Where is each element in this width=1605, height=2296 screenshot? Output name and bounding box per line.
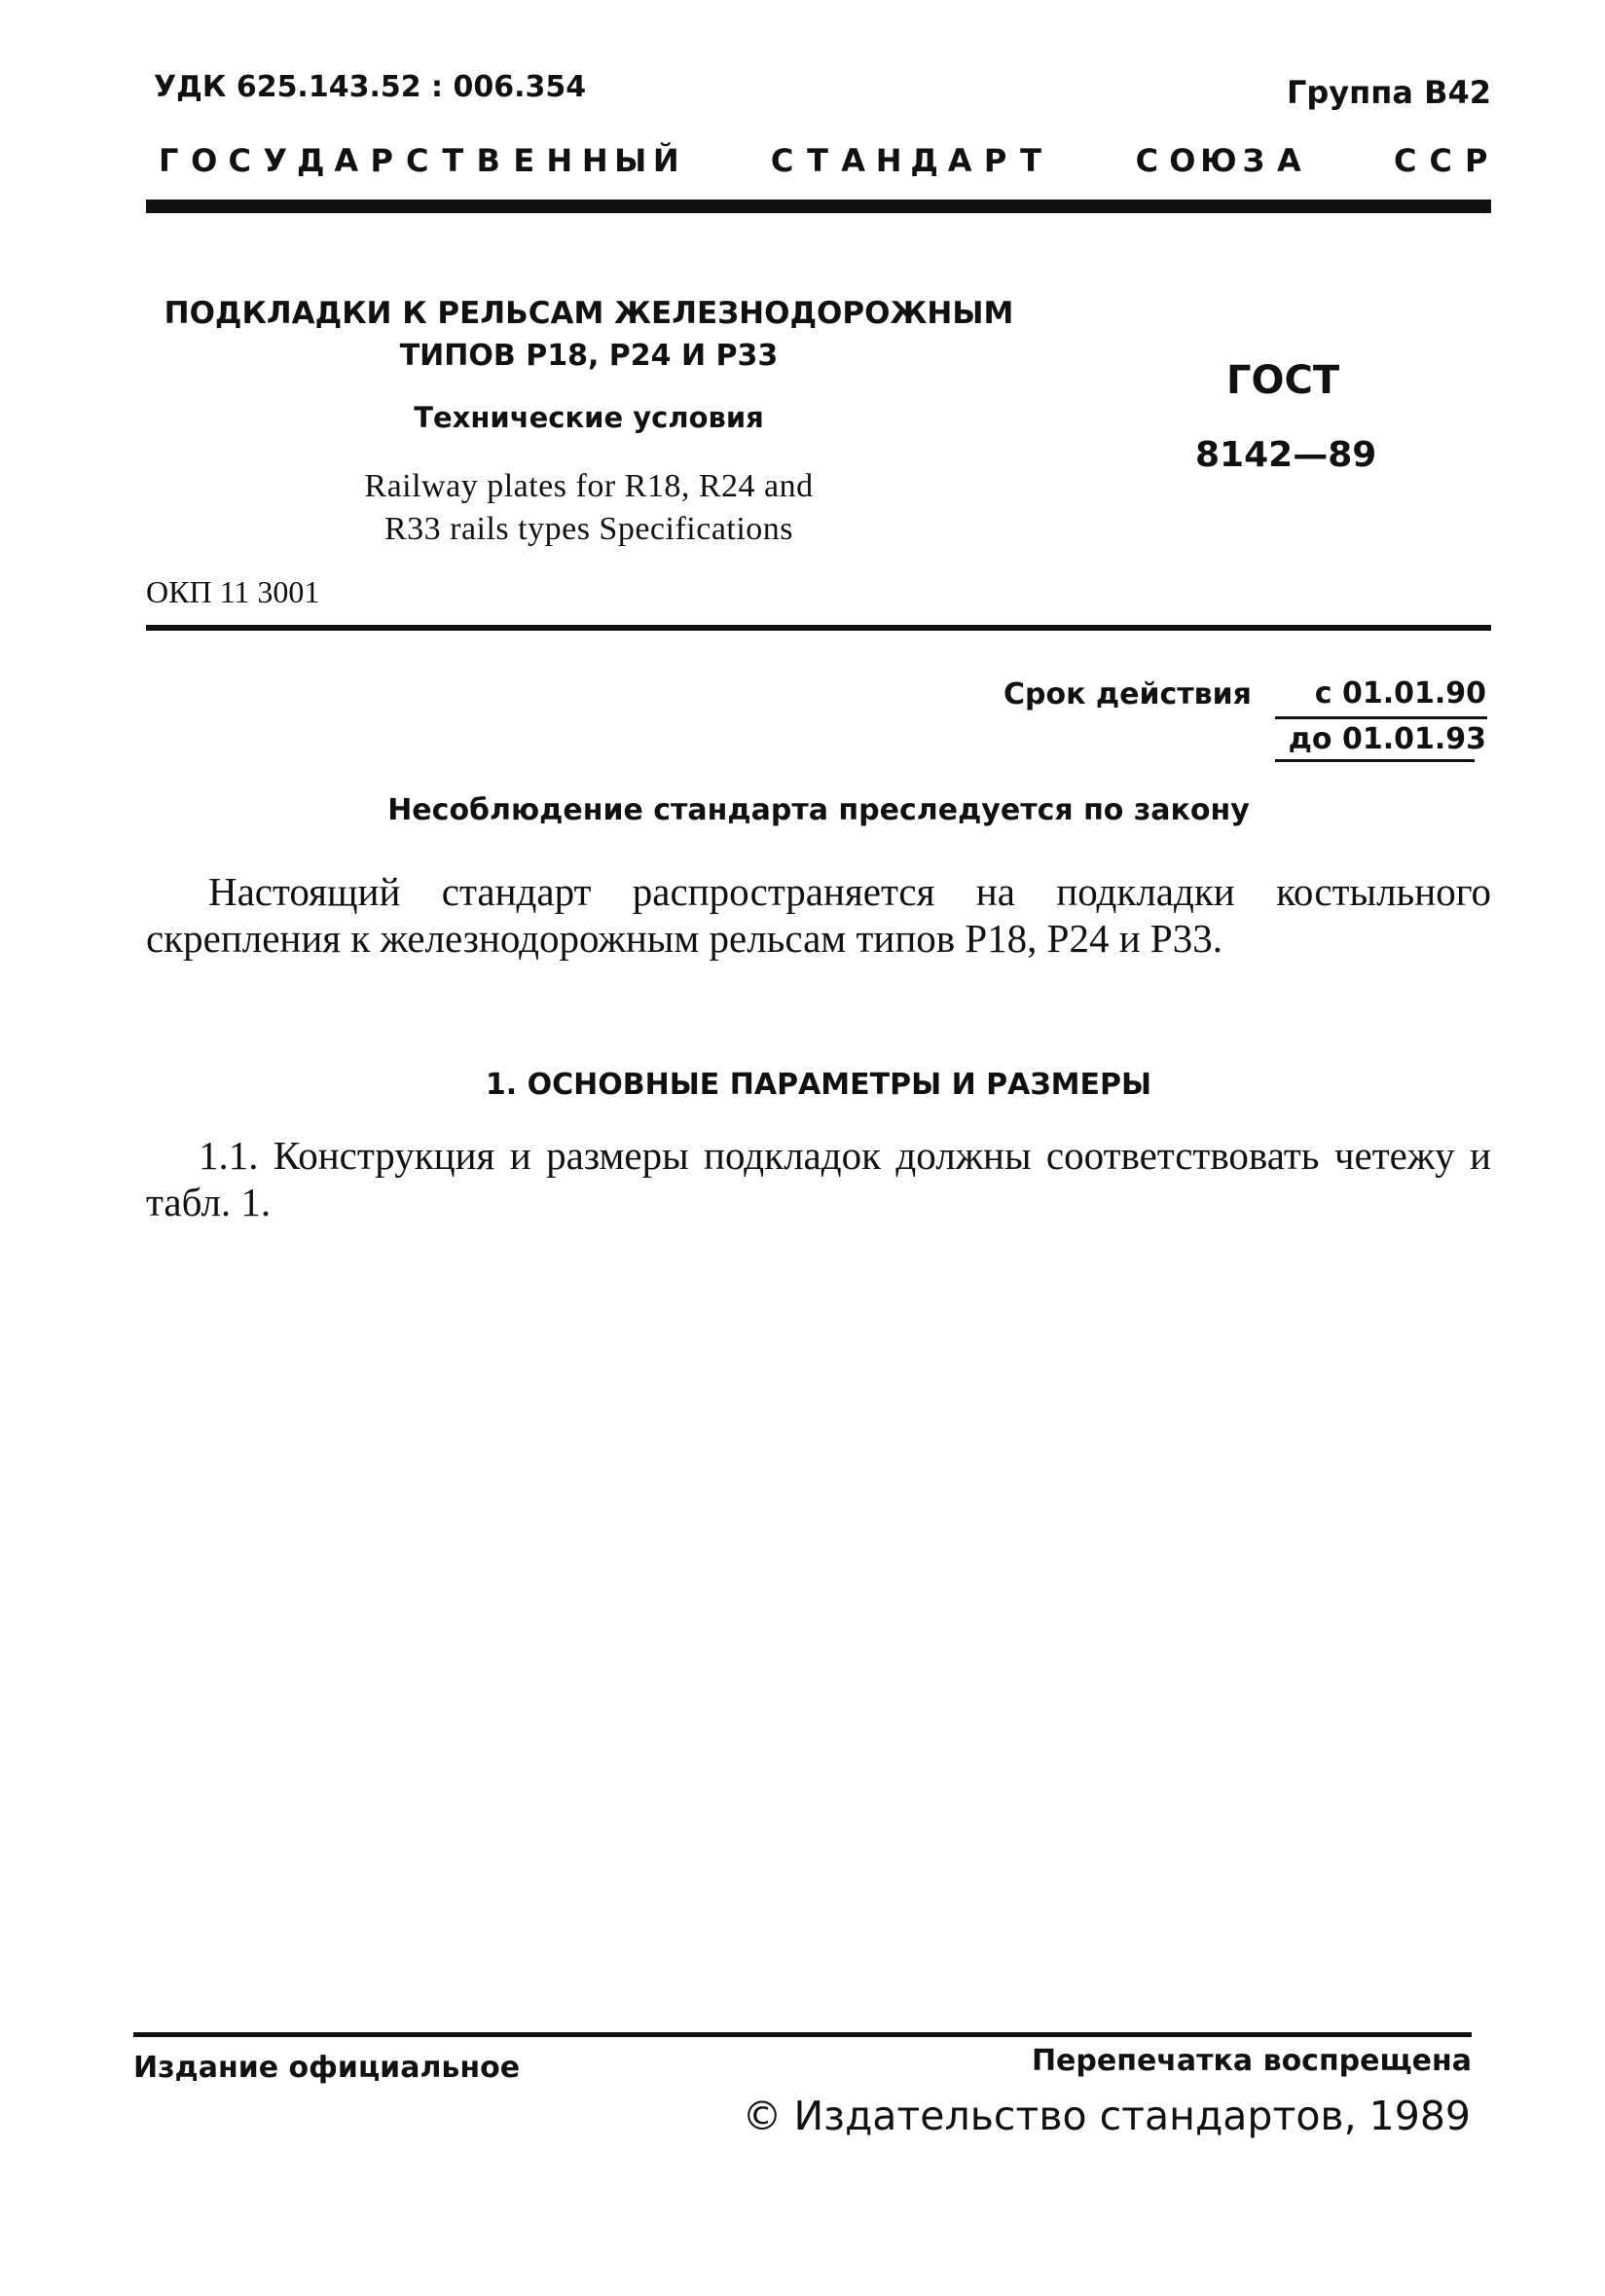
validity-rule [1275,716,1487,719]
banner-letter: Д [910,142,938,179]
banner-letter: С [406,142,429,179]
banner-letter: Ы [614,142,647,179]
banner-letter: Н [875,142,902,179]
validity-to: до 01.01.93 [1288,722,1486,756]
banner-letter: В [476,142,500,179]
banner-letter: А [1277,142,1301,179]
footer-rule [133,2032,1472,2037]
banner-letter: С [1135,142,1159,179]
validity-from: с 01.01.90 [1314,676,1486,711]
banner-letter: Р [370,142,393,179]
banner-letter: Т [1020,142,1041,179]
reprint-note: Перепечатка воспрещена [1031,2044,1472,2078]
banner-letter: Ю [1200,142,1237,179]
banner-letter: А [947,142,972,179]
banner-letter: Й [652,142,679,179]
banner-letter: З [1242,142,1265,179]
banner-letter: А [334,142,359,179]
group-code: Группа В42 [1286,74,1491,111]
banner-letter: О [1169,142,1196,179]
banner-word [1387,142,1494,179]
banner-letter: Г [159,142,179,179]
document-subtitle: Технические условия [414,401,764,434]
copyright-text: Издательство стандартов, 1989 [793,2093,1471,2139]
banner-letter: Д [297,142,325,179]
banner-letter: Т [807,142,828,179]
document-title-line2: ТИПОВ Р18, Р24 И Р33 [399,339,779,373]
state-standard-banner [151,142,1494,179]
banner-letter: С [1429,142,1452,179]
banner-letter: У [263,142,288,179]
copyright-line [742,2093,1471,2139]
okp-code: ОКП 11 3001 [146,574,320,609]
english-title-line1: Railway plates for R18, R24 and [364,468,814,504]
title-rule [146,625,1491,631]
banner-letter: Р [983,142,1007,179]
banner-letter: С [228,142,251,179]
law-notice: Несоблюдение стандарта преследуется по закону [387,793,1250,827]
copyright-symbol: © [742,2093,783,2139]
validity-label: Срок действия [1003,677,1252,711]
validity-rule [1275,759,1475,762]
banner-letter: О [191,142,218,179]
udk-code: УДК 625.143.52 : 006.354 [154,70,587,104]
banner-letter: Н [581,142,608,179]
section-heading: 1. ОСНОВНЫЕ ПАРАМЕТРЫ И РАЗМЕРЫ [485,1068,1152,1102]
banner-letter: Р [1465,142,1488,179]
english-title [146,465,1032,551]
document-title-line1: ПОДКЛАДКИ К РЕЛЬСАМ ЖЕЛЕЗНОДОРОЖНЫМ [164,296,1014,331]
banner-letter: С [770,142,794,179]
banner-letter: Т [442,142,464,179]
banner-word [1129,142,1307,179]
banner-letter: Е [513,142,535,179]
banner-word [764,142,1048,179]
gost-number: 8142—89 [1195,435,1377,475]
clause-1-1: 1.1. Конструкция и размеры подкладок должны соответствовать четежу и табл. 1. [146,1133,1491,1224]
header-rule [146,200,1491,213]
gost-label: ГОСТ [1226,358,1340,403]
scope-paragraph: Настоящий стандарт распространяется на подкладки костыльного скрепления к железнодорожным рельсам типов Р18, Р24 и Р33. [146,869,1491,961]
edition-note: Издание официальное [133,2051,521,2085]
banner-word [151,142,684,179]
banner-letter: А [841,142,865,179]
banner-letter: Н [546,142,573,179]
banner-letter: С [1393,142,1417,179]
english-title-line2: R33 rails types Specifications [383,511,794,547]
